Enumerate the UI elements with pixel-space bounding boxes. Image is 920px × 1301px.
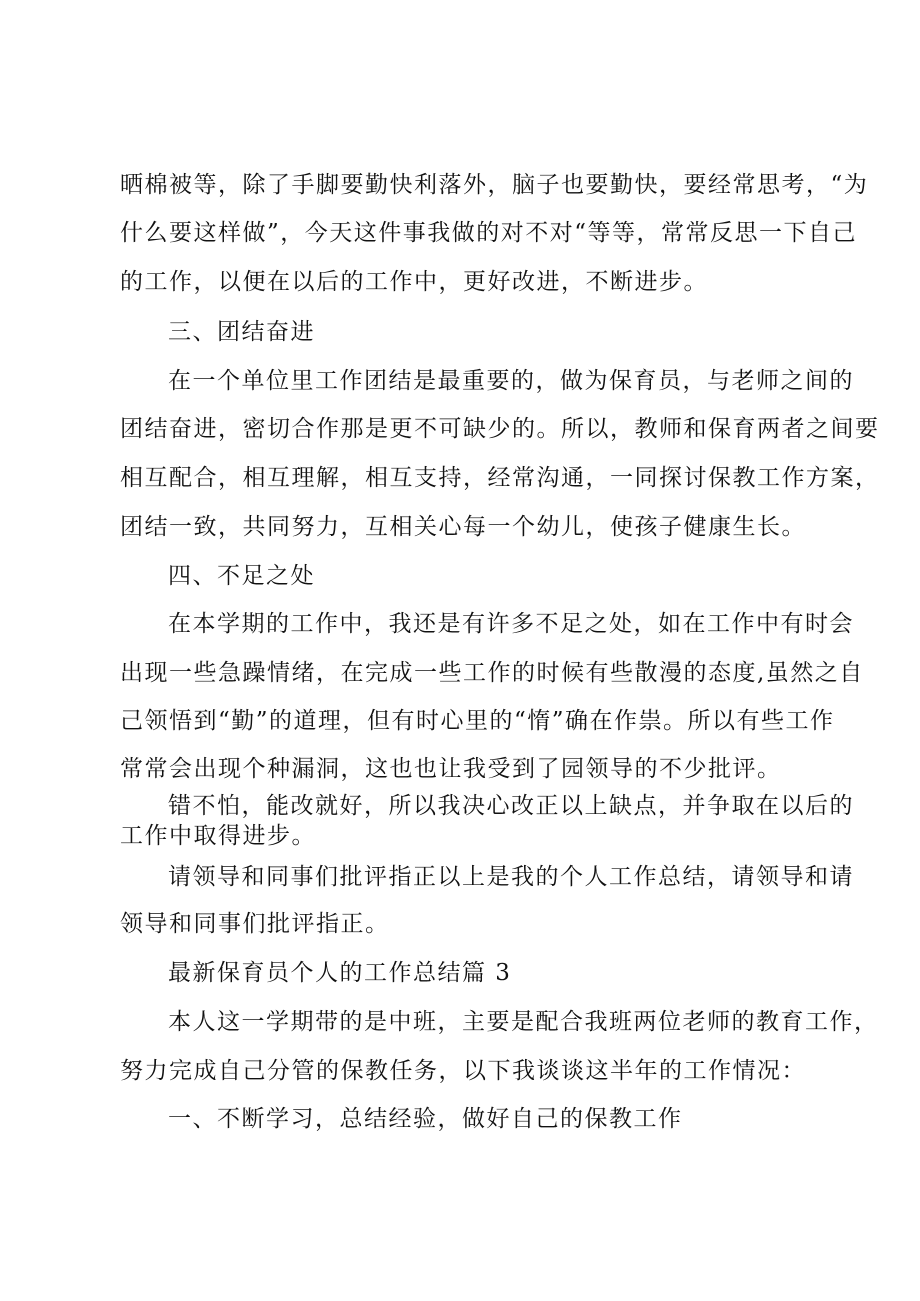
paragraph-4-line-2: 工作中取得进步。: [120, 823, 316, 849]
paragraph-2-line-1: 在一个单位里工作团结是最重要的，做为保育员，与老师之间的: [168, 368, 854, 394]
paragraph-3-line-3: 己领悟到“勤”的道理，但有时心里的“惰”确在作祟。所以有些工作: [120, 708, 835, 734]
paragraph-3-line-1: 在本学期的工作中，我还是有许多不足之处，如在工作中有时会: [168, 611, 854, 637]
section-heading-3: 三、团结奋进: [168, 319, 315, 345]
paragraph-3-line-4: 常常会出现个种漏洞，这也也让我受到了园领导的不少批评。: [120, 756, 782, 782]
paragraph-1-line-1: 晒棉被等，除了手脚要勤快利落外，脑子也要勤快，要经常思考，“为: [120, 172, 869, 198]
paragraph-6-line-1: 本人这一学期带的是中班，主要是配合我班两位老师的教育工作，: [168, 1009, 879, 1035]
paragraph-2-line-4: 团结一致，共同努力，互相关心每一个幼儿，使孩子健康生长。: [120, 514, 806, 540]
paragraph-1-line-2: 什么要这样做”，今天这件事我做的对不对“等等，常常反思一下自己: [120, 220, 858, 246]
section-heading-1: 一、不断学习，总结经验，做好自己的保教工作: [168, 1106, 683, 1132]
paragraph-6-line-2: 努力完成自己分管的保教任务，以下我谈谈这半年的工作情况：: [120, 1058, 806, 1084]
paragraph-2-line-2: 团结奋进，密切合作那是更不可缺少的。所以，教师和保育两者之间要: [120, 416, 880, 442]
article-title: 最新保育员个人的工作总结篇 3: [168, 960, 512, 986]
paragraph-5-line-1: 请领导和同事们批评指正以上是我的个人工作总结，请领导和请: [168, 864, 854, 890]
paragraph-5-line-2: 领导和同事们批评指正。: [120, 911, 390, 937]
paragraph-4-line-1: 错不怕，能改就好，所以我决心改正以上缺点，并争取在以后的: [168, 793, 854, 819]
paragraph-1-line-3: 的工作，以便在以后的工作中，更好改进，不断进步。: [120, 269, 708, 295]
paragraph-3-line-2: 出现一些急躁情绪，在完成一些工作的时候有些散漫的态度,虽然之自: [120, 660, 864, 686]
paragraph-2-line-3: 相互配合，相互理解，相互支持，经常沟通，一同探讨保教工作方案，: [120, 465, 880, 491]
section-heading-4: 四、不足之处: [168, 563, 315, 589]
